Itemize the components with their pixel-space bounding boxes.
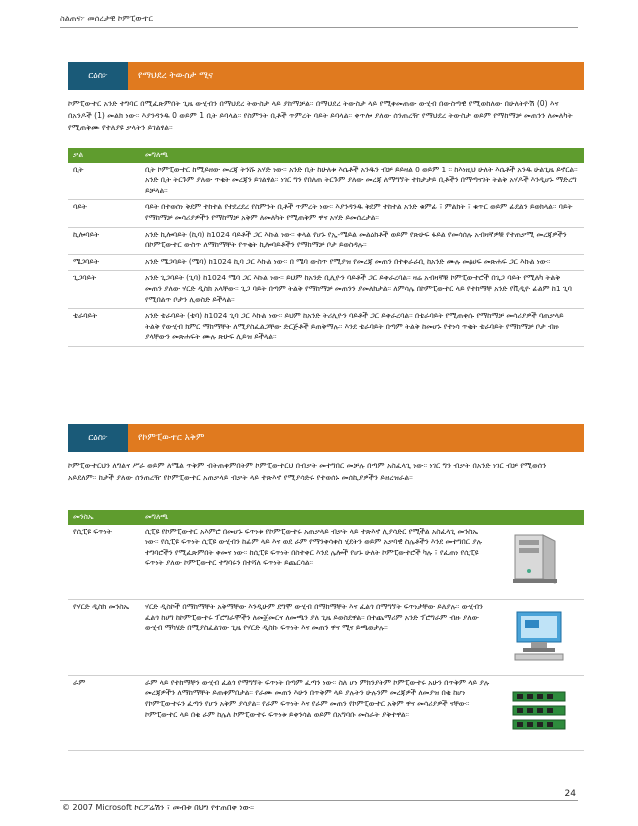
row-term: የሃርድ ዲስክ መንስኤ: [68, 600, 140, 676]
row-description: ባይት በተወሰነ ቅደም ተከተል የተደረደረ የስምንት ቢቶች ጥምረት ነው። እያንዳንዱ ቅደም ተከተል አንድ ቁምፊ ፣ ምልክት ፣ ቁጥር ወይም ፊደልን ይወክላል። ባይት የማከማቻ መሳሪያዎችን የማከማቻ አቅም ለመለካት የሚጠቅም ዋና አሃድ ይመሰረታል።: [140, 200, 584, 227]
section1-title: የማህደረ ትውስታ ሚና: [128, 62, 584, 90]
page-number: 24: [564, 789, 576, 799]
row-description: ቢት ኮምፒውተር ከሚይዘው መረጃ ትንሹ አሃድ ነው። አንድ ቢት ከሁለቱ እሴቶች አንዱን ብቻ ይይዛል 0 ወይም 1 ። ከእነዚህ ሁለት እሴቶች አንዱ ሁልጊዜ ይኖርል። አንድ ቢት ትርጉም ያለው ጥቂት መረጃን ይገልፃል። ነገር ግን የበለጠ ትርጉም ያለው መረጃ ለማግኘት ተከታታይ ቢቶችን በማጣናገት ትልቅ አሃዶች እንዲሆኑ ማድረግ ይቻላል።: [140, 163, 584, 200]
table-header-row: [68, 148, 584, 163]
section1-paragraph: ኮምፒውተር አንድ ተግባር በሚፈጽምበት ጊዜ ውሂብን በማህደረ ትውስታ ላይ ያከማቻል። በማህደረ ትውስታ ላይ የሚቀመጠው ውሂብ በውስጣዊ የሚወከለው በሁለትዮሽ (0) እና በአንዶች (1) መልክ ነው። እያንዳንዱ 0 ወይም 1 ቢት ይባላል። የስምንት ቢቶች ጥምረት ባይት ይባላል። ቀጥሎ ያለው ሰንጠረዥ የማህደረ ትውስታ ወይም የማከማቻ መጠንን ለመለካት የሚጠቅሙ የተለያዩ ቃላትን ይገልፃል።: [68, 99, 573, 132]
row-description: አንድ ቴራባይት (ቴባ) ከ1024 ጊባ ጋር እኩል ነው። ይህም ከአንድ ትሪሊዮን ባይቶች ጋር ይቀራረባል። በቴራባይት የሚጠቀሱ የማከማቻ መሳሪያዎች ባጠቃላይ ትልቅ የውሂብ ክምር ማከማቸት ለሚያስፈልጋቸው ድርጅቶች ይጠቅማሉ። እንደ ቴራባይት በጣም ትልቅ ከመሆኑ የተነሳ ጥቂት ቴራባይት የማከማቻ ቦታ ብዙ ያላቸውን መጽሐፍት ሙሉ ጽሁፍ ሊይዝ ይችላል።: [140, 309, 584, 347]
table-row: [68, 254, 584, 271]
row-description: ሃርድ ዲስኮች በማከማቸት አቅማቸው እንዲሁም ደግሞ ውሂብ በማከማቸት እና ፈልጎ በማግኘት ፍጥነታቸው ይለያሉ። ውሂብን ፈልጎ ከሀግ ከኮምፒውተሩ ፕሮግራሞችን ለመጀመርና ለመጫን ያለ ጊዜ ይወስደዋል። በተጨማሪም አንድ ፕሮግራም ብዙ ያለው ውሂብ ማካሄድ በሚያስፈልገው ጊዜ የሃርድ ዲስኩ ፍጥነት እና መጠን ዋና ሚና ይጫወታሉ።: [140, 600, 498, 676]
performance-factors-table: [68, 510, 584, 751]
section2-title: የኮምፒውተር አቅም: [128, 424, 584, 452]
row-description: አንድ ጊጋባይት (ጊባ) ከ1024 ሜባ ጋር እኩል ነው። ይህም ከአንድ ቢሊዮን ባይቶች ጋር ይቀራረባል። ዛሬ አብዛኛቹ ኮምፒውተሮች በጊጋ ባይት የሚለካ ትልቅ መጠን ያለው ሃርድ ዲስክ አላቸው። ጊጋ ባይት በጣም ትልቅ የማከማቻ መጠንን ያመለክታል። ለምሳሌ በኮምፒውተር ላይ የተከማቸ አንድ የቪዲዮ ፊልም ከ1 ጊባ የሚበልጥ ቦታን ሊወስድ ይችላል።: [140, 271, 584, 309]
server-tower-icon: [498, 525, 584, 600]
table-row: [68, 200, 584, 227]
row-term: ቢት: [68, 163, 140, 200]
ram-modules-icon: [498, 675, 584, 751]
header-divider: [60, 27, 578, 28]
row-term: ባይት: [68, 200, 140, 227]
row-term: ሜጋባይት: [68, 254, 140, 271]
section1-label: ርዕስ፦: [68, 62, 128, 90]
table-row: [68, 600, 584, 676]
row-description: አንድ ሜጋባይት (ሜባ) ከ1024 ኪባ ጋር እኩል ነው። በ ሜባ ውስጥ የሚያዝ የመረጃ መጠን በተቀራራቢ ከአንድ ሙሉ መፅሀፍ መጽሐፍ ጋር እኩል ነው።: [140, 254, 584, 271]
hard-disk-icon: [498, 600, 584, 676]
table-row: [68, 227, 584, 254]
row-term: ቴራባይት: [68, 309, 140, 347]
table-header-description: መግለጫ: [140, 148, 584, 163]
table-row: [68, 525, 584, 600]
row-description: ሲፒዩ የኮምፒውተር አእምሮ በመሆኑ ፍጥነቱ የኮምፒውተሩ አጠቃላይ ብቃት ላይ ተጽእኖ ሊያሳድር የሚችል አስፈላጊ መንስኤ ነው። የሲፒዩ ፍጥነት ሲፒዩ ውሂብን ከፊም ላይ እና ወደ ራም የማንቀሳቀስ ሂደትን ወይም አቃባዊ ስሌቶችን እንደ መተግበር ያሉ ተግባሮችን የሚፈጽምበት ቀመና ነው። ከሲፒዩ ፍጥነት በስተቀር እንደ ሌሎች የሆኑ ሁለት ኮምፒውተሮች ካሉ ፣ የፈጠነ የሲፒዩ ፍጥነት ያለው ኮምፒውተር ተግባሩን በተሻለ ፍጥነት ይጨርሳል።: [140, 525, 498, 600]
row-term: የሲፒዩ ፍጥነት: [68, 525, 140, 600]
section2-label: ርዕስ፦: [68, 424, 128, 452]
table-header-image: [498, 510, 584, 525]
table-row: [68, 675, 584, 751]
row-term: ጊጋባይት: [68, 271, 140, 309]
footer-divider: [60, 800, 578, 801]
section2-banner: [68, 424, 584, 452]
footer-copyright: © 2007 Microsoft ኮርፖሬሽን ፣ መብቱ በህግ የተጠበቀ ነው።: [62, 803, 254, 812]
table-row: [68, 271, 584, 309]
page-header: ስልጠና፦ መሰረታዊ ኮምፒውተር: [60, 14, 153, 23]
table-row: [68, 309, 584, 347]
table-header-term: ቃል: [68, 148, 140, 163]
row-description: አንድ ኪሎባይት (ኪባ) ከ1024 ባይቶች ጋር እኩል ነው። ቀላል የሆኑ የኢ-ሜይል መልዕክቶች ወይም የጽሁፍ ፋይል የመሳሰሉ አብዛኛዎቹ የተጠቃሚ መረጃዎችን በኮምፒውተር ውስጥ ለማከማቸት የጥቂት ኪሎባይቶችን የማከማቻ ቦታ ይወስዳሉ።: [140, 227, 584, 254]
section1-banner: [68, 62, 584, 90]
section2-paragraph: ኮምፒውተርህን ለግልና ሥራ ወይም ለሜል ጥቅም ብትጠቀምበትም ኮምፒውተርህ በብቃት መተግበር መቻሉ በጣም አስፈላጊ ነው። ነገር ግን ብቃት በአንድ ነገር ብቻ የሚወሰን አይደለም። ከታች ያለው ሰንጠረዥ የኮምፒውተር አጠቃላይ ብቃት ላይ ተጽእኖ የሚያሳድሩ የተወሰኑ መሰኪያዎችን ይዘረዝራል።: [68, 461, 547, 482]
row-term: ኪሎባይት: [68, 227, 140, 254]
table-header-row: [68, 510, 584, 525]
table-header-factor: መንስኤ: [68, 510, 140, 525]
row-term: ራም: [68, 675, 140, 751]
row-description: ራም ላይ የተከማቸን ውሂብ ፈልጎ የማግኘት ፍጥነት በጣም ፈጣን ነው። ስለ ሆነ ምክንያትም ኮምፒውተሩ አሁን በጥቅም ላይ ያሉ መረጃዎችን ለማከማቸት ይጠቀምበታል። የራሙ መጠን እሁን በጥቅም ላይ ያሉትን ሁሉንም መረጃዎች ለመያዝ በቂ ከሆነ የኮምፒውተሩን ፈጣን የሆን አቅም ያሳያል። የራም ፍጥነት እና የራም መጠን የኮምፒውተር አቅም ዋና መሳሪያዎች ናቸው። ኮምፒውተር ላይ በቂ ራም ከሌለ ኮምፒውተሩ ፍጥነቱ ይቀንሳል ወይም በአግባቡ መስራት ያቅተዋል።: [140, 675, 498, 751]
storage-units-table: [68, 148, 584, 347]
table-row: [68, 163, 584, 200]
table-header-description: መግለጫ: [140, 510, 498, 525]
